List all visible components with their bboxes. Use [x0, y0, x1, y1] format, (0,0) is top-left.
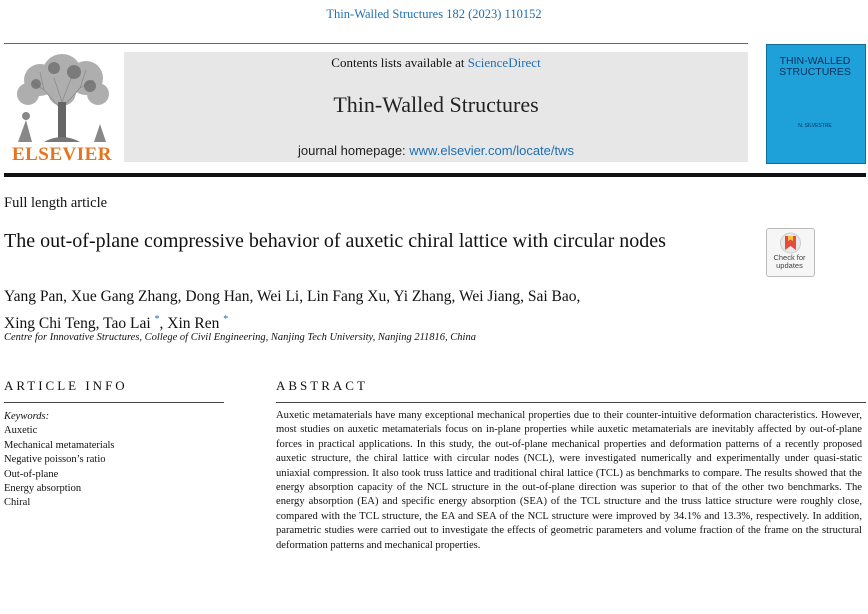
keyword-item: Auxetic [4, 425, 38, 437]
tree-icon [4, 50, 120, 146]
keywords-label: Keywords: [4, 411, 50, 422]
badge-line2: updates [776, 261, 803, 270]
elsevier-wordmark: ELSEVIER [11, 144, 113, 165]
cover-editor: N. SILVESTRE [798, 123, 832, 129]
journal-title: Thin-Walled Structures [333, 92, 539, 117]
keyword-item: Out-of-plane [4, 468, 59, 480]
authors-line1: Yang Pan, Xue Gang Zhang, Dong Han, Wei Li, Lin Fang Xu, Yi Zhang, Wei Jiang, Sai Bao, [4, 288, 581, 305]
badge-line1: Check for [773, 253, 806, 262]
journal-homepage-link[interactable]: www.elsevier.com/locate/tws [409, 143, 575, 158]
homepage-prefix: journal homepage: [297, 143, 410, 158]
keywords-block [4, 410, 115, 511]
bookmark-icon [767, 229, 814, 255]
contents-prefix: Contents lists available at [331, 55, 468, 70]
abstract-divider [276, 402, 866, 403]
authors-part-a[interactable]: Xing Chi Teng, Tao Lai [4, 315, 155, 333]
abstract-heading: ABSTRACT [276, 378, 368, 393]
article-type: Full length article [4, 195, 108, 211]
author-list [4, 285, 764, 335]
abstract-text: Auxetic metamaterials have many exceptional mechanical properties due to their counter-intuitive deformation characteristics. However, most studies on auxetic metamaterials focus on in-plane properties while auxetic metamaterials are inevitably affected by out-of-plane forces in practical applications. In this study, the out-of-plane mechanical properties and deformation patterns of a recently proposed auxetic structure, the chiral lattice with circular nodes (NCL), were investigated numerically and experimentally under quasi-static uniaxial compression. It also took truss lattice and traditional chiral lattice (TCL) as benchmarks to compare. The results showed that the energy absorption capacity of the NCL structure in the out-of-plane direction was superior to that of the other two benchmarks. The energy absorption (EA) and specific energy absorption (SEA) of the TCL structure and the truss lattice structure were roughly close, compared with the TCL structure, the EA and SEA of the NCL structure were improved by 34.1% and 13.3%, respectively. In addition, parametric studies were carried out to investigate the effects of geometric parameters and volume fraction of the frame on the structural deformation patterns and mechanical properties. [276, 410, 862, 551]
affiliation: Centre for Innovative Structures, College of Civil Engineering, Nanjing Tech University, Nanjing 211816, China [4, 332, 476, 343]
thick-divider [4, 173, 866, 177]
corresponding-author-mark[interactable]: * [154, 314, 160, 325]
corresponding-author-mark[interactable]: * [223, 314, 229, 325]
keyword-item: Mechanical metamaterials [4, 439, 115, 451]
keyword-item: Chiral [4, 497, 31, 509]
journal-citation[interactable]: Thin-Walled Structures 182 (2023) 110152 [326, 7, 542, 21]
cover-title-line1: THIN-WALLED [779, 55, 851, 67]
article-title: The out-of-plane compressive behavior of auxetic chiral lattice with circular nodes [4, 230, 666, 252]
journal-homepage-line [124, 143, 748, 158]
keyword-item: Negative poisson’s ratio [4, 454, 106, 466]
check-for-updates-label [766, 254, 813, 270]
contents-line [124, 55, 748, 71]
cover-title [770, 56, 860, 78]
article-info-heading: ARTICLE INFO [4, 378, 128, 393]
cover-title-line2: STRUCTURES [779, 66, 851, 78]
sciencedirect-link[interactable]: ScienceDirect [467, 55, 541, 70]
authors-part-b[interactable]: , Xin Ren [159, 315, 224, 333]
article-info-divider [4, 402, 224, 403]
header-divider [4, 43, 748, 44]
keyword-item: Energy absorption [4, 483, 82, 495]
